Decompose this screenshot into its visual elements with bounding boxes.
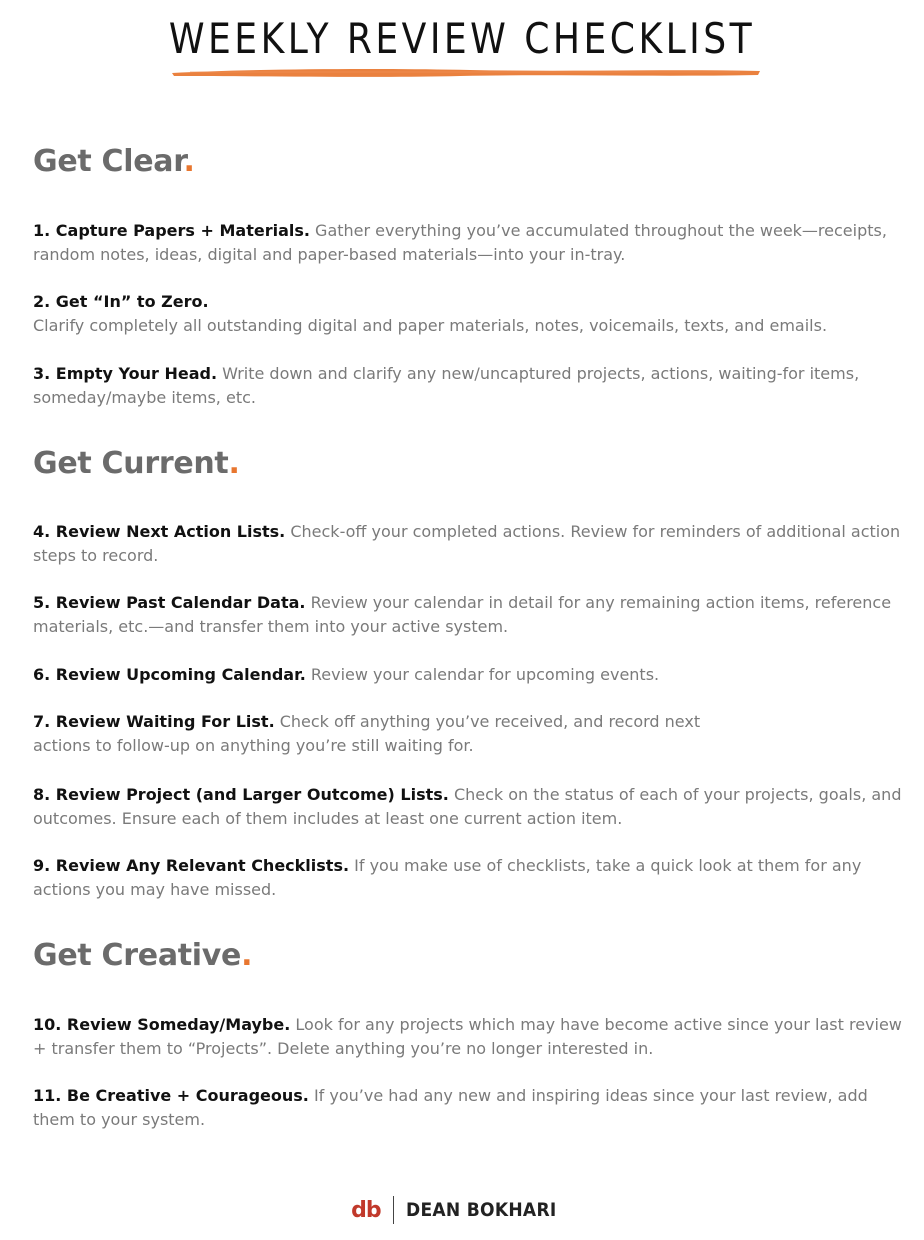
section-heading-get-current: Get Current. bbox=[33, 446, 240, 481]
checklist-item-6: 6. Review Upcoming Calendar. Review your calendar for upcoming events. bbox=[33, 665, 660, 684]
checklist-item-5: 5. Review Past Calendar Data. Review your calendar in detail for any remaining action items, reference materials, etc.—and transfer them into your active system. bbox=[33, 593, 892, 636]
section-heading-get-clear: Get Clear. bbox=[33, 144, 195, 179]
divider bbox=[393, 1196, 394, 1224]
checklist-item-10: 10. Review Someday/Maybe. Look for any projects which may have become active since your last review + transfer them to “Projects”. Delete anything you’re no longer interested in. bbox=[33, 1015, 902, 1058]
section-heading-get-creative: Get Creative. bbox=[33, 938, 253, 973]
checklist-item-8: 8. Review Project (and Larger Outcome) Lists. Check on the status of each of your projects, goals, and outcomes. Ensure each of them includes at least one current action item. bbox=[33, 785, 902, 828]
brand-name: DEAN BOKHARI bbox=[405, 1199, 557, 1221]
brand-logo: db bbox=[351, 1197, 381, 1223]
page-title: WEEKLY REVIEW CHECKLIST bbox=[168, 14, 756, 63]
brush-underline bbox=[170, 66, 762, 80]
checklist-item-4: 4. Review Next Action Lists. Check-off your completed actions. Review for reminders of additional action steps to record. bbox=[33, 522, 901, 565]
checklist-item-2: 2. Get “In” to Zero. Clarify completely all outstanding digital and paper materials, notes, voicemails, texts, and emails. bbox=[33, 292, 828, 335]
checklist-item-9: 9. Review Any Relevant Checklists. If you make use of checklists, take a quick look at them for any actions you may have missed. bbox=[33, 856, 862, 899]
checklist-item-3: 3. Empty Your Head. Write down and clarify any new/uncaptured projects, actions, waiting-for items, someday/maybe items, etc. bbox=[33, 364, 860, 407]
checklist-item-11: 11. Be Creative + Courageous. If you’ve had any new and inspiring ideas since your last review, add them to your system. bbox=[33, 1086, 868, 1129]
footer-brand bbox=[0, 1196, 924, 1224]
checklist-item-1: 1. Capture Papers + Materials. Gather everything you’ve accumulated throughout the week—receipts, random notes, ideas, digital and paper-based materials—into your in-tray. bbox=[33, 221, 887, 264]
checklist-item-7: 7. Review Waiting For List. Check off anything you’ve received, and record next actions to follow-up on anything you’re still waiting for. bbox=[33, 712, 701, 755]
